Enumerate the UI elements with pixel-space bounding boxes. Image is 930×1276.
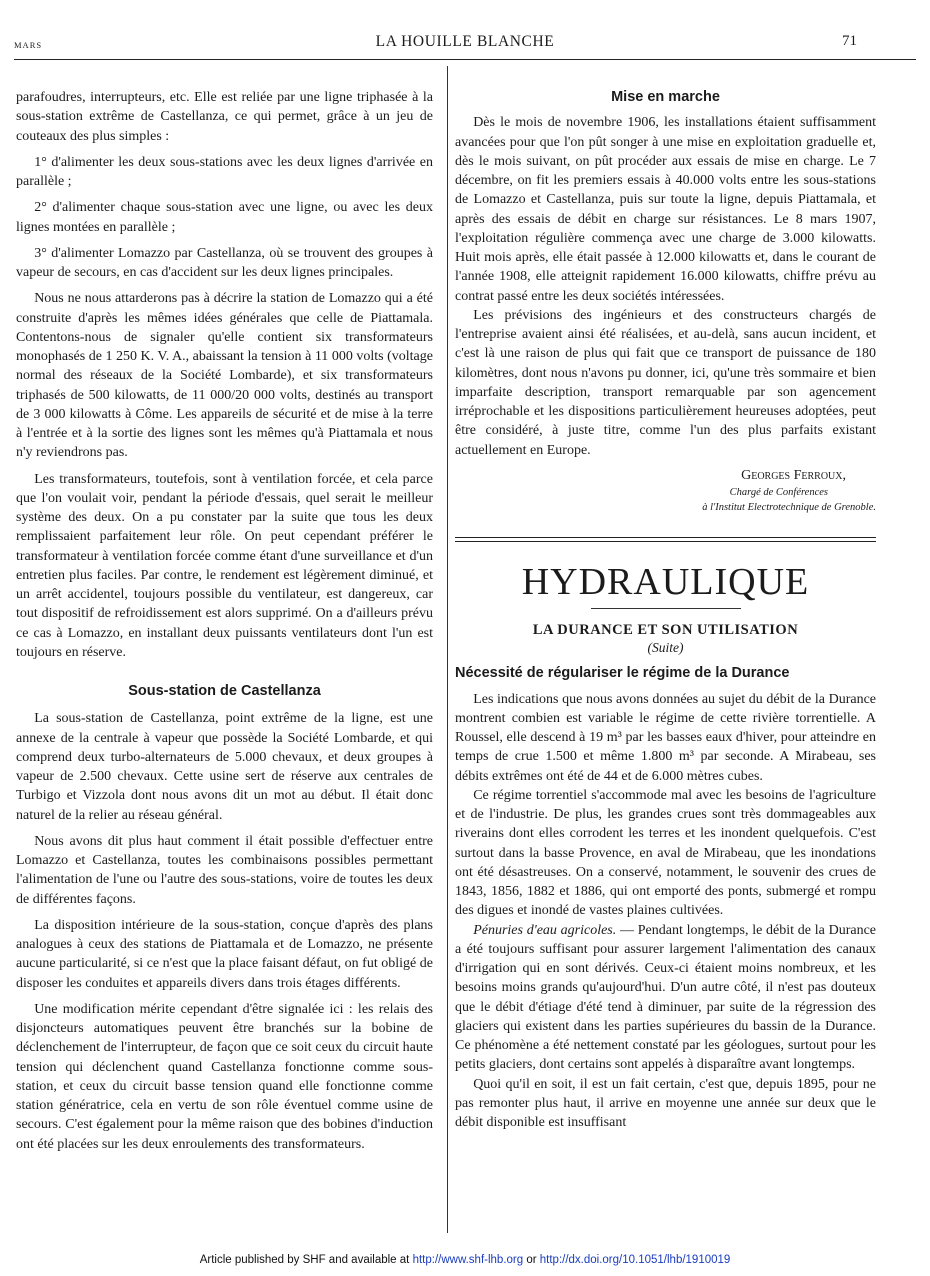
paragraph <box>455 921 876 1075</box>
paragraph: 3° d'alimenter Lomazzo par Castellanza, où se trouvent des groupes à vapeur de secours, en cas d'accident sur les deux lignes principales. <box>16 245 433 280</box>
paragraph: Les indications que nous avons données au sujet du débit de la Durance montrent combien est variable le régime de cette rivière torrentielle. A Roussel, elle descend à 19 m³ par les basses eaux d'hiver, pour atteindre en temps de crue 1.500 et même 1.800 m³ par seconde. A Mirabeau, ses débits extrêmes ont été de 44 et de 6.000 mètres cubes. <box>455 691 876 784</box>
footer-link-doi[interactable]: http://dx.doi.org/10.1051/lhb/1910019 <box>539 1254 731 1266</box>
paragraph-label: Pénuries d'eau agricoles. <box>473 922 617 938</box>
paragraph: Dès le mois de novembre 1906, les installations étaient suffisamment avancées pour que l'on pût songer à une mise en exploitation graduelle et, dès le mois suivant, on pût procéder aux essais de mise en charge. Le 7 décembre, on fit les premiers essais à 40.000 volts entre les sous-stations de Lomazzo et Castellanza, puis sur toute la ligne, depuis Piattamala, et après des essais de débit en charge sur résistances. Le 8 mars 1907, l'exploitation régulière commença avec une charge de 3.000 kilowatts. Huit mois après, elle était passée à 12.000 kilowatts et, dans le courant de l'année 1908, elle atteignit rapidement 16.000 kilowatts, chiffre prévu au contrat passé entre les deux sociétés intéressées. <box>455 115 876 304</box>
column-divider <box>447 66 448 1233</box>
paragraph: Une modification mérite cependant d'être signalée ici : les relais des disjoncteurs automatiques peuvent être branchés sur la bobine de déclenchement de l'interrupteur, de façon que ce soit ceux du circuit haute tension qui déclenchent quand Castellanza fonctionne comme sous-station, et ceux du circuit basse tension quand elle fonctionne comme station génératrice, cela en vertu de son rôle éventuel comme usine de secours. C'est également pour la même raison que des bobines d'induction ont été placées sur les deux enroulements des transformateurs. <box>16 1001 433 1152</box>
paragraph: 1° d'alimenter les deux sous-stations avec les deux lignes d'arrivée en parallèle ; <box>16 154 433 189</box>
paragraph-text: — Pendant longtemps, le débit de la Durance a été toujours suffisant pour assurer largement l'alimentation des canaux d'irrigation qui en sont dérivés. Ceux-ci étaient moins nombreux, et les besoins moins grands qu'aujourd'hui. D'un autre côté, il n'est pas douteux que le débit d'étiage d'été tend à diminuer, par suite de la régression des glaciers qui existent dans les parties supérieures du bassin de la Durance. Ce phénomène a été nettement constaté par les géologues, surtout pour les petits glaciers, dont certains sont appelés à disparaître avant longtemps. <box>455 922 877 1073</box>
left-column <box>16 88 433 1154</box>
rubric-underline <box>591 608 741 609</box>
paragraph: Les transformateurs, toutefois, sont à ventilation forcée, et cela parce que l'on voulait voir, pendant la période d'essais, quel serait le meilleur système des deux. On a pu constater par la suite que tous les deux remplissaient parfaitement leur rôle. On peut cependant préférer le transformateur à ventilation forcée comme étant d'une surveillance et d'un entretien plus faciles. Par contre, le rendement est légèrement diminué, et un arrêt accidentel, toujours possible du ventilateur, est dangereux, car tout dispositif de refroidissement est alors supprimé. On a d'ailleurs prévu ce cas à Lomazzo, en installant deux puissants ventilateurs dont l'un est toujours en réserve. <box>16 471 433 660</box>
section-heading-regime: Nécessité de régulariser le régime de la Durance <box>455 665 790 682</box>
article-title: LA DURANCE ET SON UTILISATION <box>532 622 799 638</box>
paragraph: La sous-station de Castellanza, point extrême de la ligne, est une annexe de la centrale à vapeur que possède la Société Lombarde, et qui comprend deux turbo-alternateurs de 5.000 chevaux, et deux groupes à vapeur de 2.500 chevaux. Cette usine sert de réserve aux centrales de Turbigo et Vizzola dont nous avons dit un mot au début. Il était donc naturel de la relier au réseau général. <box>16 711 433 823</box>
paragraph: parafoudres, interrupteurs, etc. Elle est reliée par une ligne triphasée à la sous-station extrême de Castellanza, ce qui permet, grâce à un jeu de couteaux des plus simples : <box>16 90 433 144</box>
author-affiliation: à l'Institut Electrotechnique de Grenoble. <box>702 502 876 513</box>
paragraph: 2° d'alimenter chaque sous-station avec une ligne, ou avec les deux lignes montées en parallèle ; <box>16 200 433 235</box>
paragraph: Ce régime torrentiel s'accommode mal avec les besoins de l'agriculture et de l'industrie. De plus, les grandes crues sont très dommageables aux riverains dont elles corrodent les terres et les inondent quelquefois. C'est surtout dans la basse Provence, en aval de Mirabeau, que les inondations ont été désastreuses. On a conservé, notamment, le souvenir des crues de 1843, 1856, 1882 et 1886, qui ont emporté des ponts, submergé et rompu des digues et inondé de vastes plaines cultivées. <box>455 787 876 919</box>
paragraph: Les prévisions des ingénieurs et des constructeurs chargés de l'entreprise avaient ainsi été réalisées, et au-delà, sans aucun incident, et c'est là une raison de plus qui fait que ce transport de puissance de 180 kilomètres, dont nous n'avons pu donner, ici, qu'une très sommaire et bien imparfaite description, transport remarquable par son agencement irréprochable et les dispositions particulièrement heureuses adoptées, peut être considéré, à juste titre, comme l'un des plus parfaits existant actuellement en Europe. <box>455 307 876 458</box>
section-heading-mise-en-marche: Mise en marche <box>611 89 720 105</box>
publication-footer <box>0 1254 930 1266</box>
signature-block <box>455 466 876 515</box>
author-name: Georges Ferroux, <box>741 467 846 483</box>
rubric-heading: HYDRAULIQUE <box>521 561 810 603</box>
section-heading-castellanza: Sous-station de Castellanza <box>128 683 321 699</box>
author-title: Chargé de Conférences <box>729 487 828 498</box>
article-suite: (Suite) <box>647 640 684 656</box>
paragraph: Nous ne nous attarderons pas à décrire la station de Lomazzo qui a été construite d'après les mêmes idées générales que celle de Piattamala. Contentons-nous de signaler qu'elle contient six transformateurs monophasés de 1 250 K. V. A., abaissant la tension à 11 000 volts (voltage normal des réseaux de la Société Lombarde), et six transformateurs triphasés de 500 kilowatts, de 11 000/20 000 volts, destinés au transport de 3 000 kilowatts à Côme. Les appareils de sécurité et de mise à la terre à l'entrée et à la sortie des lignes sont les mêmes qu'à Piattamala et nous n'y reviendrons pas. <box>16 291 433 461</box>
footer-text: Article published by SHF and available at <box>199 1254 413 1266</box>
footer-link-shf[interactable]: http://www.shf-lhb.org <box>412 1254 524 1266</box>
paragraph: La disposition intérieure de la sous-station, conçue d'après des plans analogues à ceux des stations de Piattamala et de Lomazzo, ne présente aucune particularité, si ce n'est que la place faisant défaut, on fut obligé de disposer les conduites et appareils divers dans trois étages différents. <box>16 917 433 991</box>
paragraph: Quoi qu'il en soit, il est un fait certain, c'est que, depuis 1895, pour ne pas remonter plus haut, il arrive en moyenne une année sur deux que le débit disponible est insuffisant <box>455 1076 876 1130</box>
double-rule <box>455 537 876 542</box>
paragraph: Nous avons dit plus haut comment il était possible d'effectuer entre Lomazzo et Castellanza, toutes les combinaisons possibles permettant l'alimentation de l'une ou l'autre des sous-stations, voire de toutes les deux de différentes façons. <box>16 833 433 907</box>
running-head-journal: LA HOUILLE BLANCHE <box>375 33 555 50</box>
header-rule <box>14 59 916 60</box>
right-column <box>455 88 876 1132</box>
footer-text: or <box>523 1254 540 1266</box>
page-number: 71 <box>842 33 857 49</box>
running-head-month: MARS <box>14 40 43 50</box>
